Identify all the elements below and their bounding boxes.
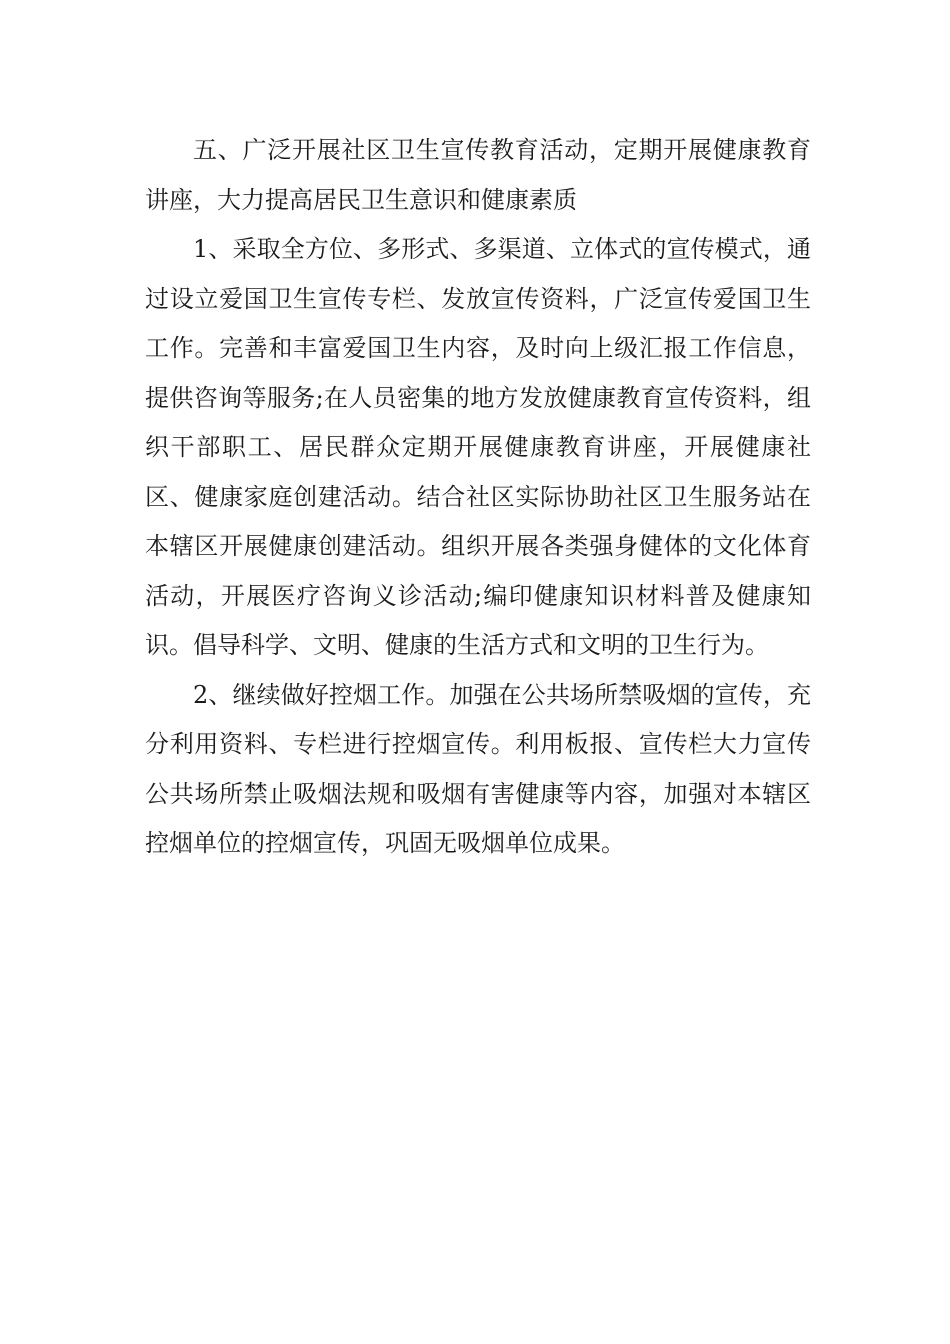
document-body — [145, 126, 811, 869]
paragraph-publicity: 1、采取全方位、多形式、多渠道、立体式的宣传模式，通过设立爱国卫生宣传专栏、发放宣传资料，广泛宣传爱国卫生工作。完善和丰富爱国卫生内容，及时向上级汇报工作信息，提供咨询等服务;在人员密集的地方发放健康教育宣传资料，组织干部职工、居民群众定期开展健康教育讲座，开展健康社区、健康家庭创建活动。结合社区实际协助社区卫生服务站在本辖区开展健康创建活动。组织开展各类强身健体的文化体育活动，开展医疗咨询义诊活动;编印健康知识材料普及健康知识。倡导科学、文明、健康的生活方式和文明的卫生行为。 — [145, 235, 811, 659]
section-heading-paragraph: 五、广泛开展社区卫生宣传教育活动，定期开展健康教育讲座，大力提高居民卫生意识和健康素质 — [145, 136, 811, 214]
paragraph-tobacco-control: 2、继续做好控烟工作。加强在公共场所禁吸烟的宣传，充分利用资料、专栏进行控烟宣传。利用板报、宣传栏大力宣传公共场所禁止吸烟法规和吸烟有害健康等内容，加强对本辖区控烟单位的控烟宣传，巩固无吸烟单位成果。 — [145, 680, 811, 857]
